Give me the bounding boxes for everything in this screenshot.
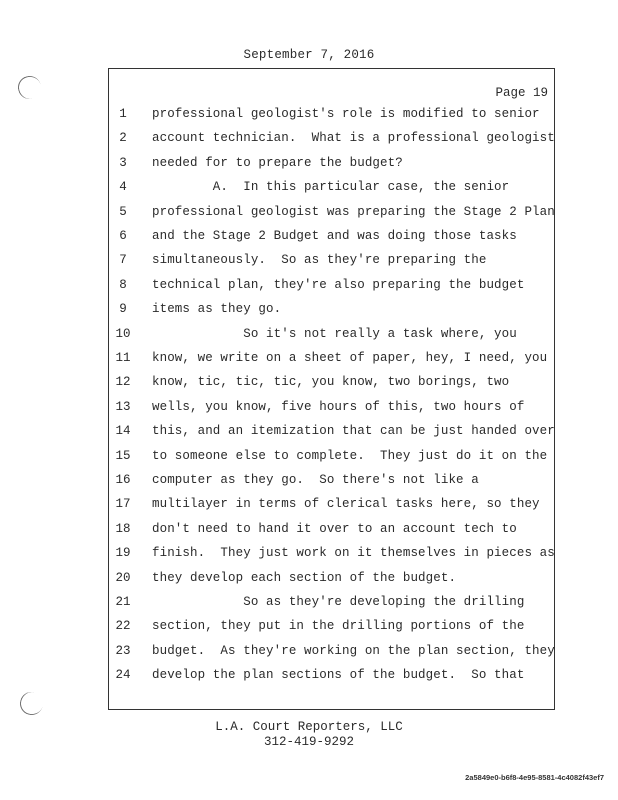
transcript-line: know, we write on a sheet of paper, hey, I need, you [152,351,548,365]
transcript-line: section, they put in the drilling portions of the [152,619,525,634]
line-number: 2 [119,131,127,146]
line-number: 9 [119,302,127,317]
transcript-line: they develop each section of the budget. [152,570,457,585]
line-number: 22 [115,619,131,634]
transcript-line: to someone else to complete. They just do it on the [152,448,548,463]
line-number: 24 [115,668,131,683]
line-number: 14 [115,424,131,439]
transcript-line: items as they go. [152,302,282,317]
page-number: Page 19 [495,86,548,100]
line-number: 18 [115,521,131,536]
line-number: 12 [115,375,131,390]
transcript-line: multilayer in terms of clerical tasks here, so they [152,497,540,512]
line-number: 17 [115,497,131,512]
transcript-line: wells, you know, five hours of this, two hours of [152,399,525,414]
line-number: 15 [115,448,131,463]
transcript-line: account technician. What is a professional geologist [152,131,555,146]
court-reporter-name: L.A. Court Reporters, LLC [215,720,403,734]
line-number: 7 [119,253,127,268]
transcript-line: this, and an itemization that can be just handed over [152,424,555,439]
line-number: 10 [115,326,131,341]
transcript-line: So it's not really a task where, you [152,326,517,341]
transcript-line: needed for to prepare the budget? [152,155,403,170]
deposition-date: September 7, 2016 [243,48,375,62]
transcript-line: A. In this particular case, the senior [152,180,510,195]
transcript-line: professional geologist's role is modified to senior [152,107,540,121]
line-number: 3 [119,155,127,170]
transcript-line: develop the plan sections of the budget. So that [152,668,525,683]
line-number: 6 [119,229,127,243]
line-number: 11 [115,351,131,365]
transcript-line: finish. They just work on it themselves in pieces as [152,546,555,561]
transcript-line: So as they're developing the drilling [152,595,525,609]
line-number: 13 [115,399,131,414]
transcript-line: know, tic, tic, tic, you know, two borings, two [152,375,510,390]
document-id: 2a5849e0-b6f8-4e95-8581-4c4082f43ef7 [465,773,604,782]
line-number: 16 [115,473,131,487]
binder-hole-bottom-icon [17,689,45,717]
transcript-line: budget. As they're working on the plan section, they [152,643,555,658]
transcript-line: and the Stage 2 Budget and was doing those tasks [152,229,517,243]
line-number: 20 [115,570,131,585]
binder-hole-top-icon [15,73,43,101]
line-number: 5 [119,204,127,219]
transcript-line: computer as they go. So there's not like a [152,473,479,487]
line-number: 23 [115,643,131,658]
transcript-line: technical plan, they're also preparing the budget [152,277,525,292]
transcript-line: professional geologist was preparing the Stage 2 Plan [152,204,555,219]
transcript-line: simultaneously. So as they're preparing the [152,253,487,268]
court-reporter-phone: 312-419-9292 [263,735,354,749]
line-number: 1 [119,107,127,121]
footer [0,720,618,750]
line-number: 19 [115,546,131,561]
line-number: 4 [119,180,127,195]
line-number: 21 [115,595,131,609]
transcript-line: don't need to hand it over to an account tech to [152,521,517,536]
line-number: 8 [119,277,127,292]
